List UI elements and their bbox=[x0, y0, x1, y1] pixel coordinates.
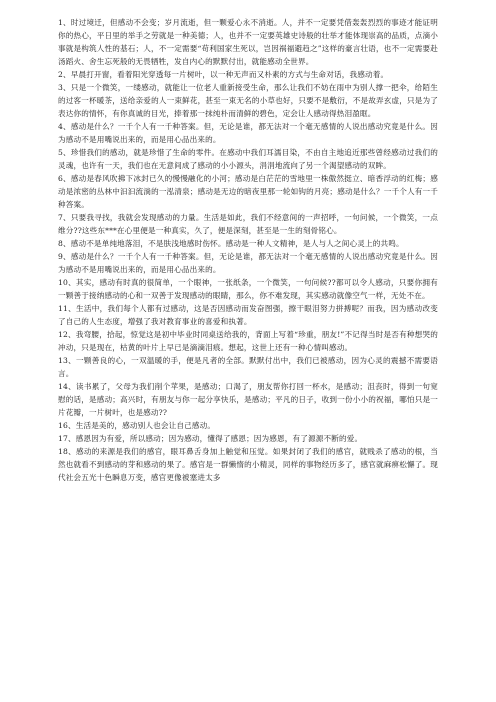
paragraph-1: 1、时过境迁，但感动不会变；岁月流逝，但一颗爱心永不消逝。人，并不一定要凭借轰轰烈烈的事迹才能证明你的热心，平日里的举手之劳就是一种美德；人，也并不一定要英雄史诗般的壮举才能体现崇高的品质，点滴小事就是构筑人性的基石；人，不一定需要“苟利国家生死以，岂因祸福避趋之”这样的豪言壮语，也不一定需要赴汤蹈火、舍生忘死般的无畏牺牲，发自内心的默默付出，就能感动全世界。 bbox=[58, 18, 438, 66]
paragraph-5: 5、珍惜我们的感动，就是珍惜了生命的零件。在感动中我们耳濡目染，不由自主地追近那些曾经感动过我们的灵魂，也许有一天，我们也在无意间成了感动的小小源头，涓涓地流向了另一个渴望感动的双眸。 bbox=[58, 148, 438, 170]
paragraph-7: 7、只要我寻找，我就会发现感动的力量。生活是如此，我们不经意间的一声招呼，一句问候，一个微笑，一点维分??这些东***在心里便是一种真实，久了，便是深刻，甚至是一生的刻骨铭心。 bbox=[58, 213, 438, 235]
paragraph-16: 16、生活是美的，感动别人也会让自己感动。 bbox=[58, 421, 216, 430]
paragraph-11: 11、生活中，我们每个人都有过感动，这是否因感动而发奋图强，擦干眼泪努力拼搏呢？而我，因为感动改变了自己的人生态度，增强了我对教育事业的喜爱和执著。 bbox=[58, 304, 438, 326]
paragraph-17: 17、感恩因为有爱，所以感动；因为感动，懂得了感恩；因为感恩，有了源源不断的爱。 bbox=[58, 434, 363, 443]
paragraph-9: 9、感动是什么？一千个人有一千种答案。但，无论是谁，都无法对一个毫无感情的人说出感动究竟是什么。因为感动不是用嘴说出来的，而是用心品出来的。 bbox=[58, 252, 438, 274]
paragraph-4: 4、感动是什么？一千个人有一千种答案。但，无论是谁，都无法对一个毫无感情的人说出感动究竟是什么。因为感动不是用嘴说出来的，而是用心品出来的。 bbox=[58, 122, 438, 144]
paragraph-13: 13、一颗善良的心，一双温暖的手，便是凡者的全部。默默付出中，我们已被感动，因为心灵的震撼不需要语言。 bbox=[58, 356, 438, 378]
paragraph-18: 18、感动的来源是我们的感官，眼耳鼻舌身加上触觉和压觉。如果封闭了我们的感官，就贱杀了感动的根，当然也就看不到感动的芽和感动的果了。感官是一群懒惰的小精灵，同样的事物经历多了，感官就麻痹松懈了。现代社会五光十色瞬息万变，感官更像被塞进太多 bbox=[58, 447, 438, 482]
paragraph-6: 6、感动是春风吹拂下冰封已久的慢慢融化的小河；感动是白茫茫的雪地里一株傲然挺立、暗香浮动的红梅；感动是浓密的丛林中汩汩流淌的一泓清泉；感动是无边的暗夜里那一轮如钩的月亮；感动是什么？一千个人有一千种答案。 bbox=[58, 174, 438, 209]
paragraph-12: 12、我弯腰，拾起，惊觉这是初中毕业时同桌送给我的，背面上写着“珍重，朋友!”不记得当时是否有种想哭的冲动，只是现在，枯黄的叶片上早已是滴滴泪痕。想起，这世上还有一种心情叫感动。 bbox=[58, 330, 438, 352]
paragraph-2: 2、早晨打开窗，看着阳光穿透每一片树叶，以一种无声而又朴素的方式与生命对话，我感动着。 bbox=[58, 70, 389, 79]
paragraph-14: 14、读书累了，父母为我们削个苹果，是感动；口渴了，朋友帮你打回一杯水，是感动；沮丧时，得到一句宽慰的话，是感动；高兴时，有朋友与你一起分享快乐，是感动；平凡的日子，收到一份小小的祝福，哪怕只是一片花瓣，一片树叶，也是感动?? bbox=[58, 382, 438, 417]
paragraph-8: 8、感动不是单纯地落泪，不是肤浅地感时伤怀。感动是一种人文精神，是人与人之间心灵上的共鸣。 bbox=[58, 239, 404, 248]
paragraph-10: 10、其实，感动有时真的很简单，一个眼神，一张纸条，一个微笑，一句问候??都可以令人感动，只要你拥有一颗善于接纳感动的心和一双善于发现感动的眼睛，那么，你不难发现，其实感动就像空气一样，无处不在。 bbox=[58, 278, 438, 300]
paragraph-3: 3、只是一个微笑，一缕感动，就能让一位老人重新接受生命，那么让我们不妨在雨中为别人撑一把伞，给陌生的过客一杯暖茶，送给亲爱的人一束鲜花，甚至一束无名的小草也好，只要不是敷衍，不是故弄玄虚，只是为了表达你的情怀，有你真诚的目光，捧着那一抹纯朴而清鲜的碧色，定会让人感动得热泪盈眶。 bbox=[58, 83, 438, 118]
